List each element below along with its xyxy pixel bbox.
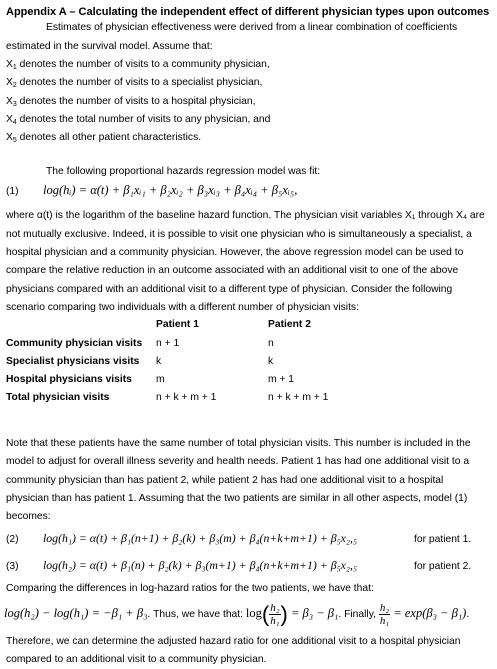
- visits-table-header: [6, 319, 486, 331]
- model-intro: The following proportional hazards regression model was fit:: [46, 166, 321, 177]
- intro-line-1: Estimates of physician effectiveness were derived from a linear combination of coefficients: [46, 22, 458, 33]
- table-cell: m: [156, 374, 165, 385]
- thus-text: . Thus, we have that:: [147, 609, 244, 620]
- intro-line-2: estimated in the survival model. Assume that:: [6, 41, 213, 52]
- final-period: .: [466, 609, 470, 620]
- hazard-ratio-fraction-2: [379, 602, 390, 627]
- body2-line-4: physician than has patient 1. Assuming that the two patients are similar in all other aspects, model (1): [6, 493, 468, 504]
- table-cell: k: [268, 356, 274, 367]
- log-label: log: [245, 606, 262, 620]
- body2-line-5: becomes:: [6, 511, 51, 522]
- table-cell: m + 1: [268, 374, 295, 385]
- body-line-5: physicians compared with an additional visit to a different type of physician. Consider the following: [6, 284, 453, 295]
- table-row: [6, 356, 486, 368]
- table-row: [6, 374, 486, 386]
- table-row-label: Community physician visits: [6, 338, 143, 349]
- equation-3-tag: for patient 2.: [414, 561, 472, 572]
- conclusion-line-2: compared to an additional visit to a community physician.: [6, 654, 267, 665]
- fraction-denominator: h₁: [379, 614, 390, 627]
- equation-3-number: (3): [6, 561, 19, 572]
- table-row-label: Hospital physicians visits: [6, 374, 132, 385]
- log-ratio-result: = β₃ − β₁: [287, 606, 339, 620]
- equation-1: log(hᵢ) = α(t) + β₁xᵢ₁ + β₂xᵢ₂ + β₃xᵢ₃ + β₄xᵢ₄ + β₅xᵢ₅,: [43, 183, 298, 197]
- body-line-3: hospital physician and a community physician. However, the above regression model can be used to: [6, 247, 464, 258]
- table-row-label: Total physician visits: [6, 392, 110, 403]
- definition-x1: $X_1$ denotes the number of visits to a community physician,: [6, 59, 270, 71]
- log-hazard-difference: log(h₂) − log(h₁) = −β₁ + β₃: [4, 606, 148, 620]
- body-line-1: where α(t) is the logarithm of the baseline hazard function. The physician visit variables X₁ through X₄ are: [6, 210, 485, 221]
- conclusion-line-1: Therefore, we can determine the adjusted hazard ratio for one additional visit to a hospital physician: [6, 636, 461, 647]
- table-row-label: Specialist physicians visits: [6, 356, 140, 367]
- body-line-6: scenario comparing two individuals with a different number of physician visits:: [6, 302, 359, 313]
- fraction-denominator: h₁: [270, 614, 280, 627]
- table-cell: n + k + m + 1: [268, 392, 329, 403]
- fraction-numerator: h₂: [270, 601, 280, 614]
- definition-x3: $X_3$ denotes the number of visits to a hospital physician,: [6, 96, 256, 108]
- final-result-line: [4, 598, 469, 628]
- body2-line-1: Note that these patients have the same number of total physician visits. This number is included in the: [6, 438, 471, 449]
- hazard-ratio-result: = exp(β₃ − β₁): [390, 606, 467, 620]
- table-row: [6, 338, 486, 350]
- body2-line-3: community physician than has patient 2, while patient 2 has had one additional visit to a hospital: [6, 475, 444, 486]
- table-cell: n + 1: [156, 338, 180, 349]
- definition-x5: $X_5$ denotes all other patient characteristics.: [6, 132, 202, 144]
- table-header-patient-2: Patient 2: [268, 319, 311, 330]
- hazard-ratio-fraction: [269, 602, 280, 627]
- equation-2-number: (2): [6, 534, 19, 545]
- table-row: [6, 392, 486, 404]
- equation-2-tag: for patient 1.: [414, 534, 472, 545]
- definition-x2: $X_2$ denotes the number of visits to a specialist physician,: [6, 77, 263, 89]
- right-paren: ): [280, 601, 288, 627]
- table-cell: n + k + m + 1: [156, 392, 217, 403]
- equation-1-number: (1): [6, 186, 19, 197]
- fraction-numerator: h₂: [379, 601, 390, 614]
- table-cell: n: [268, 338, 274, 349]
- table-cell: k: [156, 356, 162, 367]
- definition-x4: $X_4$ denotes the total number of visits to any physician, and: [6, 114, 271, 126]
- body-line-4: compare the relative reduction in an outcome associated with an additional visit to one of the above: [6, 265, 459, 276]
- equation-3: log(h₂) = α(t) + β₁(n) + β₂(k) + β₃(m+1) + β₄(n+k+m+1) + β₅x₂,₅: [43, 558, 358, 572]
- appendix-title: Appendix A – Calculating the independent effect of different physician types upon outcomes: [6, 6, 490, 18]
- body-line-2: not mutually exclusive. Indeed, it is possible to visit one physician who is simultaneously a specialist, a: [6, 229, 472, 240]
- body2-line-2: model to adjust for overall illness severity and health needs. Patient 1 has had one additional visit to a: [6, 456, 470, 467]
- equation-2: log(h₁) = α(t) + β₁(n+1) + β₂(k) + β₃(m) + β₄(n+k+m+1) + β₅x₂,₅: [43, 531, 358, 545]
- table-header-patient-1: Patient 1: [156, 319, 199, 330]
- left-paren: (: [261, 601, 270, 627]
- finally-text: . Finally,: [338, 609, 376, 620]
- comparing-line: Comparing the differences in log-hazard ratios for the two patients, we have that:: [6, 583, 374, 594]
